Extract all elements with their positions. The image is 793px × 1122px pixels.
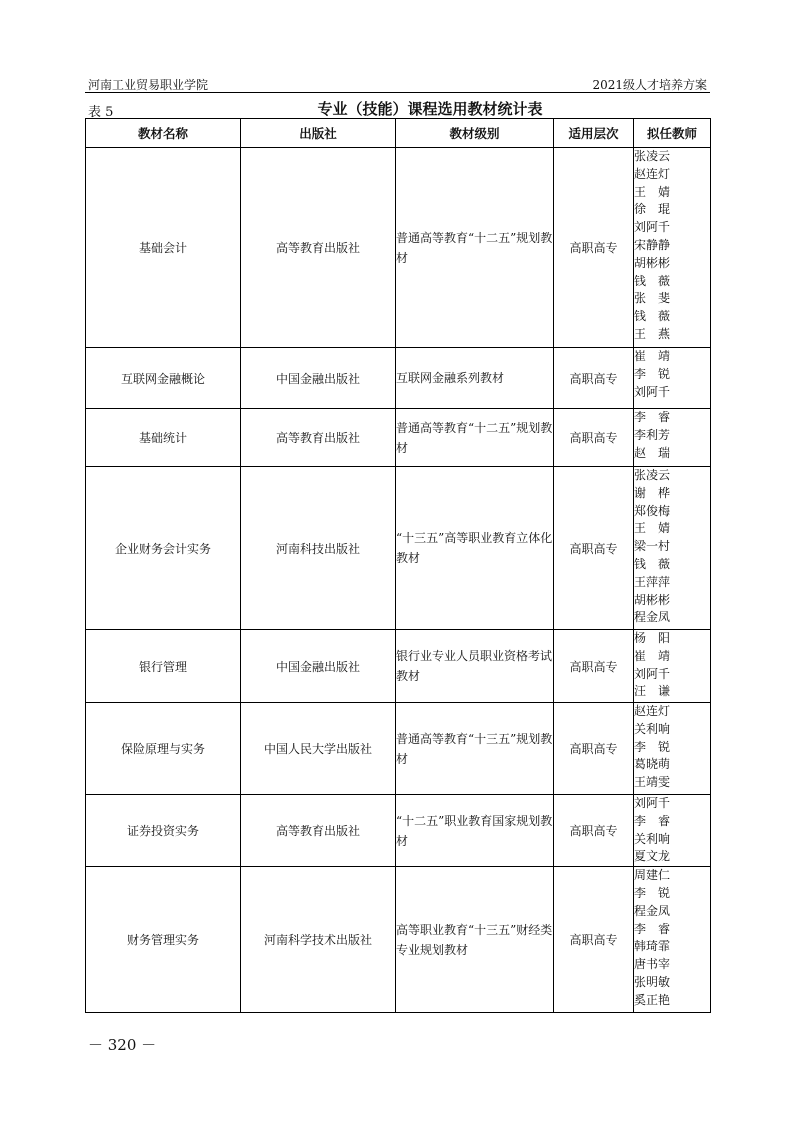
textbook-level-cell: “十二五”职业教育国家规划教材 [396,795,554,867]
applicable-tier-cell: 高职高专 [554,467,634,630]
teacher-name: 崔 靖 [634,349,671,363]
textbook-level-cell: “十三五”高等职业教育立体化教材 [396,467,554,630]
column-header-tier: 适用层次 [554,119,634,148]
table-row [86,630,711,703]
teachers-cell [634,703,711,795]
teacher-name: 张 斐 [634,291,671,306]
teacher-name: 刘阿千 [634,384,671,399]
publisher-cell: 中国金融出版社 [241,348,396,409]
teacher-name: 宋静静 [634,237,671,252]
publisher-cell: 中国金融出版社 [241,630,396,703]
publisher-cell: 高等教育出版社 [241,148,396,348]
teachers-cell [634,795,711,867]
textbook-level-cell: 银行业专业人员职业资格考试教材 [396,630,554,703]
teacher-name: 李 睿 [634,813,671,828]
teacher-name: 钱 薇 [634,556,671,571]
header-plan-title: 2021级人才培养方案 [592,78,707,92]
page-number: － 320 － [88,1036,157,1054]
teacher-name: 钱 薇 [634,309,671,324]
teacher-name: 奚正艳 [634,992,671,1007]
column-header-level: 教材级别 [396,119,554,148]
table-row [86,467,711,630]
publisher-cell: 高等教育出版社 [241,409,396,467]
teacher-name: 王 婧 [634,184,671,199]
teacher-name: 关利响 [634,721,671,736]
teacher-name: 王靖雯 [634,775,671,790]
teacher-name: 杨 阳 [634,631,671,645]
applicable-tier-cell: 高职高专 [554,630,634,703]
table-title: 专业（技能）课程选用教材统计表 [317,100,543,118]
teacher-name: 赵连灯 [634,704,671,718]
teacher-name: 李 睿 [634,410,671,424]
textbook-name-cell: 保险原理与实务 [86,703,241,795]
column-header-publisher: 出版社 [241,119,396,148]
table-label: 表 5 [88,105,114,120]
applicable-tier-cell: 高职高专 [554,409,634,467]
textbook-name-cell: 财务管理实务 [86,867,241,1013]
table-body [86,148,711,1013]
teachers-cell [634,409,711,467]
table-row [86,148,711,348]
column-header-teachers: 拟任教师 [634,119,711,148]
teacher-name: 刘阿千 [634,666,671,681]
teacher-name: 唐书宰 [634,957,671,972]
applicable-tier-cell: 高职高专 [554,867,634,1013]
publisher-cell: 河南科学技术出版社 [241,867,396,1013]
textbook-level-cell: 普通高等教育“十三五”规划教材 [396,703,554,795]
table-row [86,409,711,467]
teacher-name: 夏文龙 [634,849,671,864]
teacher-name: 李 锐 [634,739,671,754]
textbook-level-cell: 普通高等教育“十二五”规划教材 [396,409,554,467]
teacher-name: 葛晓萌 [634,757,671,772]
teacher-name: 胡彬彬 [634,255,671,270]
teacher-name: 张凌云 [634,149,671,163]
table-header-row [86,119,711,148]
publisher-cell: 中国人民大学出版社 [241,703,396,795]
teacher-name: 李利芳 [634,427,671,442]
textbook-table [85,118,711,1013]
teacher-name: 张凌云 [634,468,671,482]
teacher-name: 刘阿千 [634,220,671,235]
teacher-name: 程金凤 [634,903,671,918]
teacher-name: 刘阿千 [634,796,671,810]
table-row [86,867,711,1013]
teachers-cell [634,348,711,409]
textbook-name-cell: 银行管理 [86,630,241,703]
teacher-name: 张明敏 [634,974,671,989]
textbook-level-cell: 普通高等教育“十二五”规划教材 [396,148,554,348]
teacher-name: 郑俊梅 [634,503,671,518]
teacher-name: 李 睿 [634,921,671,936]
teacher-name: 程金凤 [634,610,671,625]
teacher-name: 韩琦霏 [634,939,671,954]
teacher-name: 梁一村 [634,539,671,554]
header-school-name: 河南工业贸易职业学院 [88,78,209,92]
table-row [86,795,711,867]
teachers-cell [634,630,711,703]
textbook-name-cell: 证券投资实务 [86,795,241,867]
teacher-name: 赵连灯 [634,166,671,181]
textbook-name-cell: 基础会计 [86,148,241,348]
teacher-name: 周建仁 [634,868,671,883]
publisher-cell: 河南科技出版社 [241,467,396,630]
textbook-level-cell: 互联网金融系列教材 [396,348,554,409]
textbook-name-cell: 基础统计 [86,409,241,467]
teacher-name: 王萍萍 [634,574,671,589]
teacher-name: 关利响 [634,831,671,846]
teacher-name: 胡彬彬 [634,592,671,607]
header-divider [85,92,710,93]
teacher-name: 崔 靖 [634,648,671,663]
teachers-cell [634,148,711,348]
teacher-name: 徐 琨 [634,202,671,217]
teacher-name: 李 锐 [634,885,671,900]
publisher-cell: 高等教育出版社 [241,795,396,867]
applicable-tier-cell: 高职高专 [554,348,634,409]
textbook-name-cell: 企业财务会计实务 [86,467,241,630]
applicable-tier-cell: 高职高专 [554,795,634,867]
teacher-name: 钱 薇 [634,273,671,288]
textbook-level-cell: 高等职业教育“十三五”财经类专业规划教材 [396,867,554,1013]
teacher-name: 赵 瑞 [634,445,671,460]
applicable-tier-cell: 高职高专 [554,703,634,795]
teacher-name: 李 锐 [634,366,671,381]
teacher-name: 谢 桦 [634,485,671,500]
applicable-tier-cell: 高职高专 [554,148,634,348]
column-header-textbook: 教材名称 [86,119,241,148]
teachers-cell [634,467,711,630]
teacher-name: 王 婧 [634,521,671,536]
teacher-name: 王 燕 [634,326,671,341]
teacher-name: 汪 谦 [634,684,671,699]
table-row [86,703,711,795]
textbook-name-cell: 互联网金融概论 [86,348,241,409]
teachers-cell [634,867,711,1013]
table-row [86,348,711,409]
